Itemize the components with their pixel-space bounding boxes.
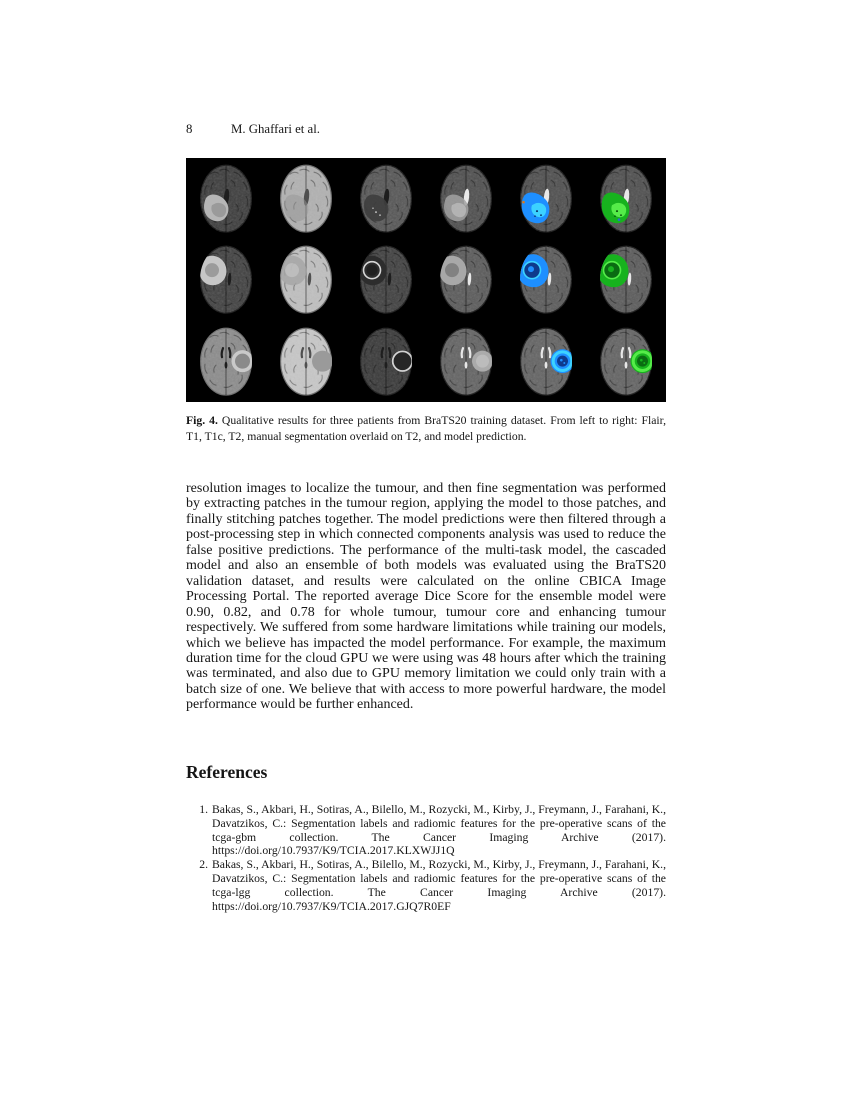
mri-slice (426, 321, 506, 402)
mri-slice (586, 158, 666, 239)
figure-caption-label: Fig. 4. (186, 414, 218, 427)
reference-item (186, 803, 666, 858)
mri-slice (506, 239, 586, 320)
reference-text: Bakas, S., Akbari, H., Sotiras, A., Bilello, M., Rozycki, M., Kirby, J., Freymann, J., Farahani, K., Davatzikos, C.: Segmentation labels and radiomic features for the pre-operative scans of the tcga-gbm collection. The Cancer Imaging Archive (2017). https://doi.org/10.7937/K9/TCIA.2017.KLXWJJ1Q (212, 803, 666, 858)
mri-slice (266, 158, 346, 239)
page-number: 8 (186, 122, 193, 136)
reference-item (186, 858, 666, 913)
reference-text: Bakas, S., Akbari, H., Sotiras, A., Bilello, M., Rozycki, M., Kirby, J., Freymann, J., Farahani, K., Davatzikos, C.: Segmentation labels and radiomic features for the pre-operative scans of the tcga-lgg collection. The Cancer Imaging Archive (2017). https://doi.org/10.7937/K9/TCIA.2017.GJQ7R0EF (212, 858, 666, 913)
mri-slice (506, 321, 586, 402)
mri-slice (426, 239, 506, 320)
mri-slice (586, 239, 666, 320)
mri-slice (346, 158, 426, 239)
mri-slice (346, 321, 426, 402)
mri-slice (506, 158, 586, 239)
running-head (186, 122, 666, 137)
figure-caption-text: Qualitative results for three patients from BraTS20 training dataset. From left to right: Flair, T1, T1c, T2, manual segmentation overlaid on T2, and model prediction. (186, 414, 667, 444)
mri-slice (266, 321, 346, 402)
mri-slice (186, 158, 266, 239)
body-paragraph: resolution images to localize the tumour, and then fine segmentation was performed by extracting patches in the tumour region, applying the model to those patches, and finally stitching patches together. The model predictions were then filtered through a post-processing step in which connected components analysis was used to reduce the false positive predictions. The performance of the multi-task model, the cascaded model and also an ensemble of both models was evaluated using the BraTS20 validation dataset, and results were calculated on the online CBICA Image Processing Portal. The reported average Dice Score for the ensemble model were 0.90, 0.82, and 0.78 for whole tumour, tumour core and enhancing tumour respectively. We suffered from some hardware limitations while training our models, which we believe has impacted the model performance. For example, the maximum duration time for the cloud GPU we were using was 48 hours after which the training was terminated, and also due to GPU memory limitation we could only train with a batch size of one. We believe that with access to more powerful hardware, the model performance would be further enhanced. (186, 481, 666, 713)
references-list (186, 803, 666, 913)
reference-number: 2. (199, 858, 208, 872)
figure-caption (186, 413, 666, 446)
mri-slice (426, 158, 506, 239)
references-heading: References (186, 762, 268, 782)
mri-slice (586, 321, 666, 402)
mri-slice (266, 239, 346, 320)
mri-slice (186, 321, 266, 402)
mri-slice (346, 239, 426, 320)
reference-number: 1. (199, 803, 208, 816)
figure-grid (186, 158, 666, 402)
running-title: M. Ghaffari et al. (231, 122, 320, 136)
mri-slice (186, 239, 266, 320)
